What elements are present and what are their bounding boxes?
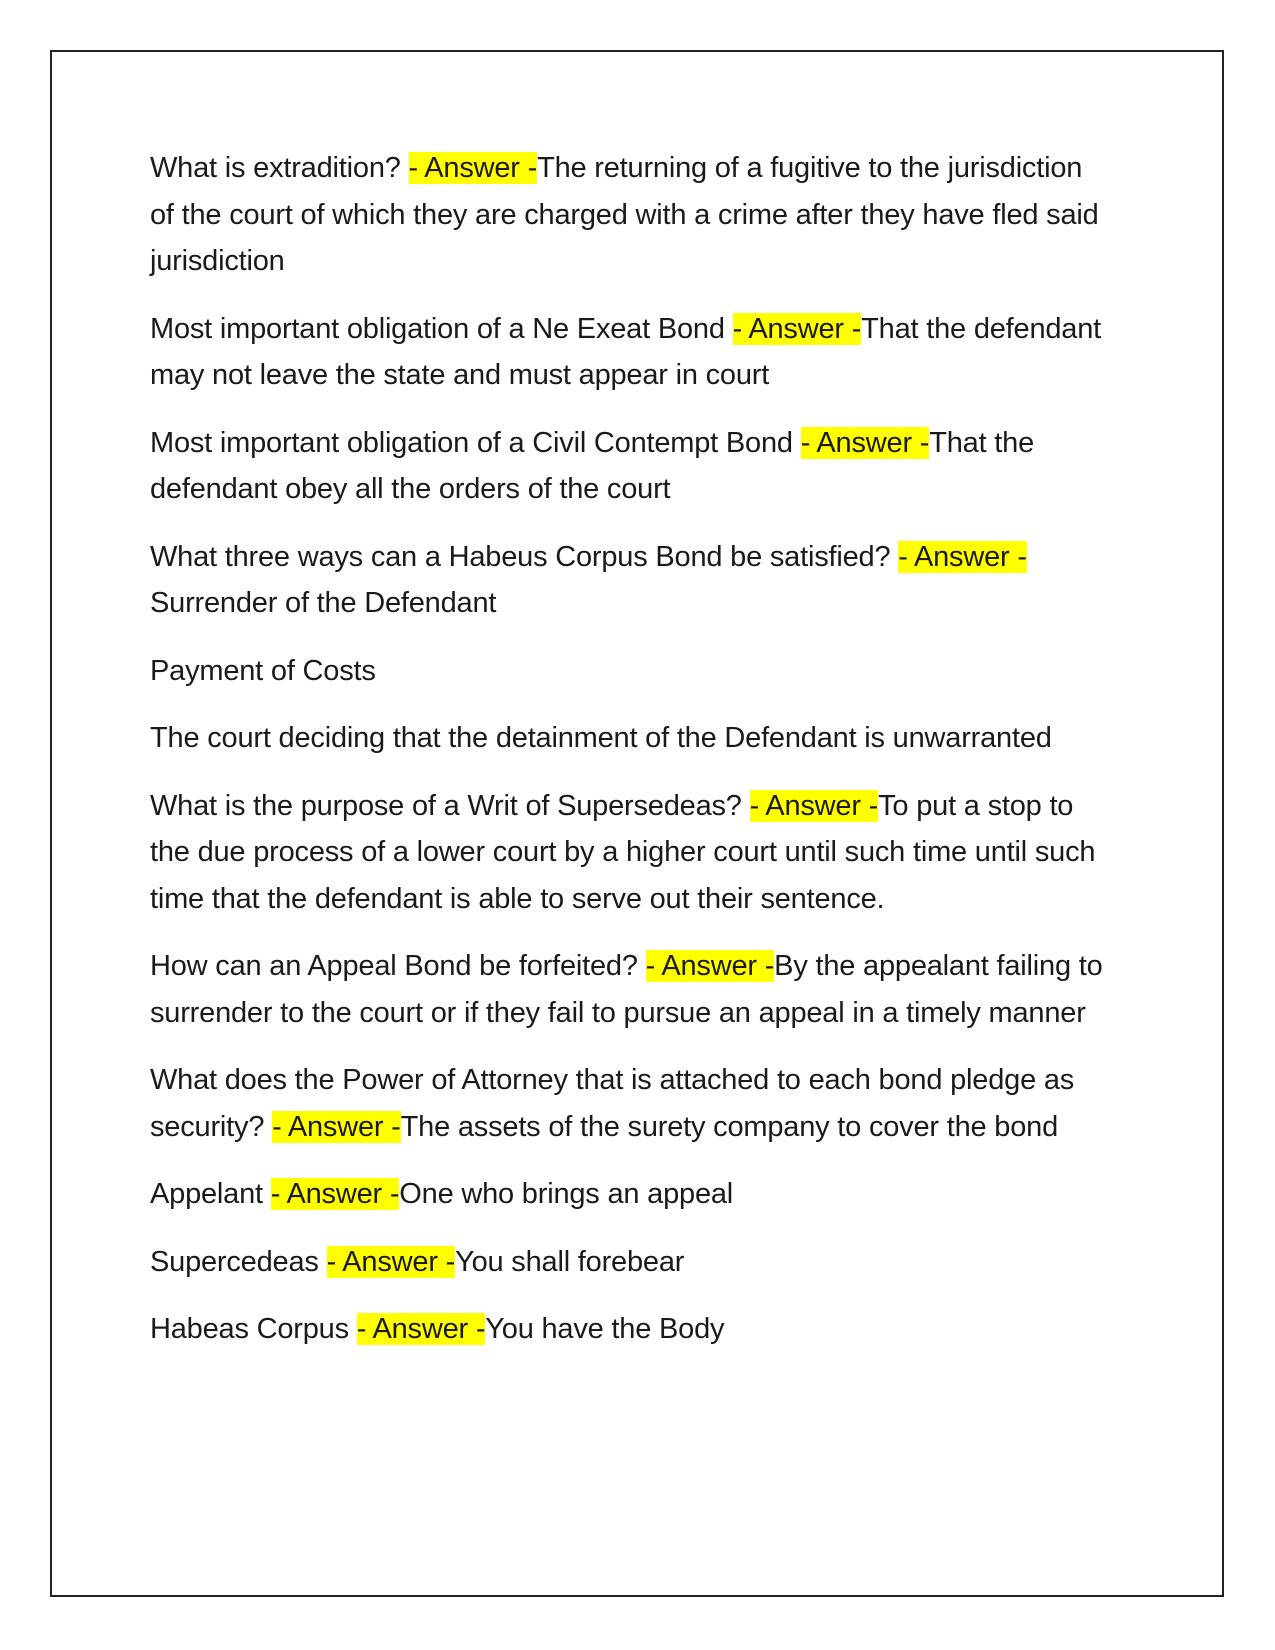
- qa-item-habeas-corpus: [150, 1306, 1110, 1353]
- answer-text: By the appealant failing to surrender to the court or if they fail to pursue an appeal in a timely manner: [150, 950, 1103, 1029]
- answer-text: You have the Body: [485, 1313, 725, 1345]
- question-text: What does the Power of Attorney that is attached to each bond pledge as security?: [150, 1064, 1075, 1143]
- answer-marker: - Answer -: [898, 540, 1027, 573]
- question-text: Supercedeas: [150, 1245, 327, 1278]
- qa-item-civil-contempt-bond: [150, 420, 1110, 513]
- question-text: What three ways can a Habeus Corpus Bond be satisfied?: [150, 540, 899, 573]
- qa-item-habeus-corpus-bond: [150, 534, 1110, 627]
- question-text: Habeas Corpus: [150, 1313, 357, 1345]
- answer-marker: - Answer -: [408, 152, 538, 184]
- answer-text: The returning of a fugitive to the jurisdiction of the court of which they are charged with a crime after they have fled said jurisdiction: [150, 152, 1099, 277]
- answer-text: You shall forebear: [455, 1245, 685, 1278]
- answer-text: That the defendant may not leave the state and must appear in court: [150, 312, 1102, 391]
- answer-marker: - Answer -: [800, 426, 930, 459]
- document-body: [150, 145, 1110, 1374]
- answer-text: Surrender of the Defendant: [150, 587, 497, 619]
- question-text: How can an Appeal Bond be forfeited?: [150, 950, 646, 982]
- answer-text: One who brings an appeal: [399, 1178, 734, 1210]
- question-text: Most important obligation of a Civil Contempt Bond: [150, 426, 801, 459]
- qa-item-power-of-attorney: [150, 1057, 1110, 1150]
- question-text: What is the purpose of a Writ of Supersedeas?: [150, 789, 750, 822]
- answer-text: To put a stop to the due process of a lower court by a higher court until such time until such time that the defendant is able to serve out their sentence.: [150, 789, 1096, 915]
- qa-item-writ-of-supersedeas: [150, 783, 1110, 923]
- answer-marker: - Answer -: [645, 950, 775, 982]
- answer-continuation: Payment of Costs: [150, 654, 376, 687]
- question-text: Appelant: [150, 1178, 271, 1210]
- qa-item-appeal-bond: [150, 943, 1110, 1036]
- answer-marker: - Answer -: [749, 789, 879, 822]
- qa-item-extradition: [150, 145, 1110, 285]
- answer-marker: - Answer -: [732, 312, 862, 345]
- answer-marker: - Answer -: [326, 1245, 456, 1278]
- answer-text: The assets of the surety company to cover the bond: [400, 1110, 1059, 1143]
- qa-item-appelant: [150, 1171, 1110, 1218]
- answer-marker: - Answer -: [356, 1313, 486, 1345]
- answer-text: That the defendant obey all the orders of the court: [150, 426, 1035, 505]
- qa-item-ne-exeat-bond: [150, 306, 1110, 399]
- qa-item-supercedeas: [150, 1239, 1110, 1286]
- question-text: Most important obligation of a Ne Exeat Bond: [150, 312, 733, 345]
- question-text: What is extradition?: [150, 152, 409, 184]
- answer-marker: - Answer -: [270, 1178, 400, 1210]
- answer-continuation: The court deciding that the detainment of the Defendant is unwarranted: [150, 722, 1052, 754]
- answer-marker: - Answer -: [272, 1110, 401, 1143]
